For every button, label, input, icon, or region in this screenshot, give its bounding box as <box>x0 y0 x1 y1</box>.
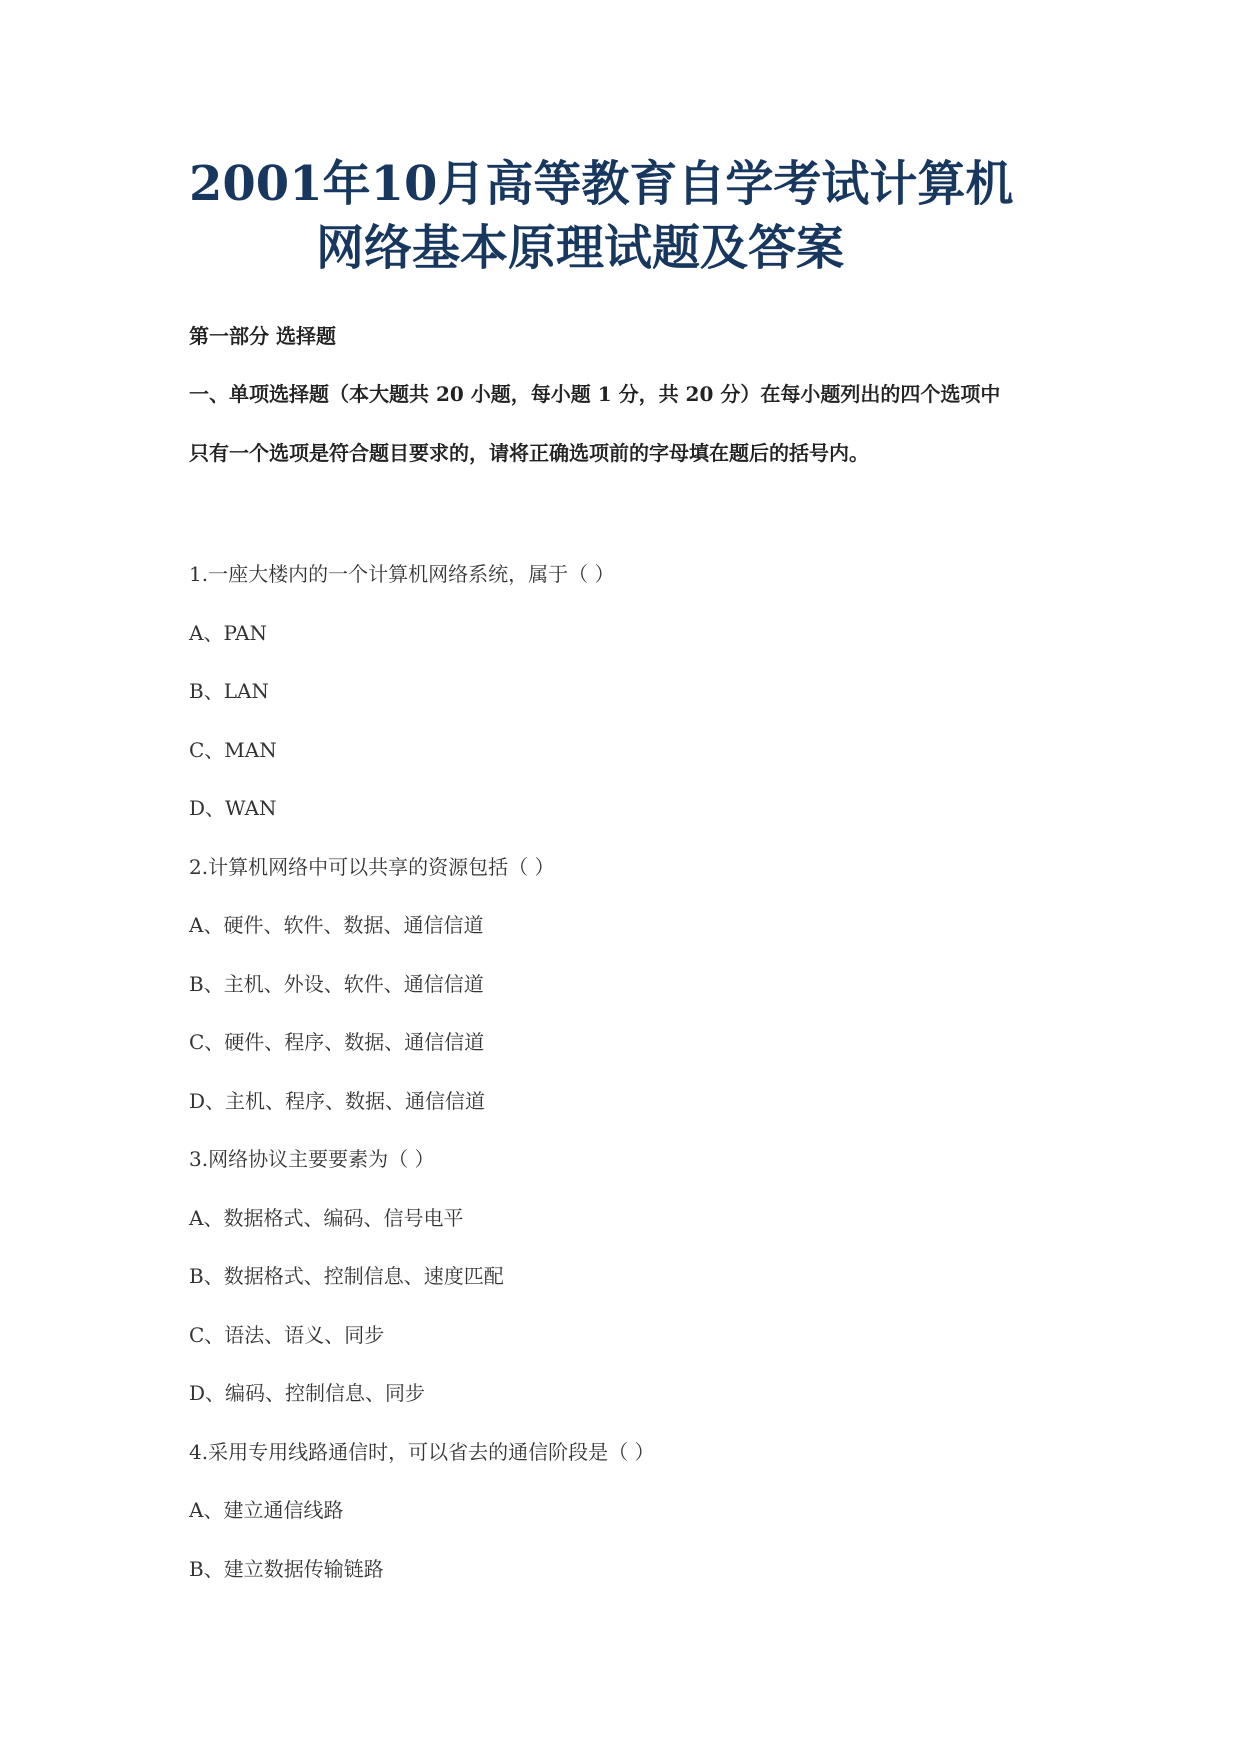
option-b: B、建立数据传输链路 <box>189 1556 384 1581</box>
option-a: A、PAN <box>189 620 268 645</box>
option-b: B、LAN <box>189 679 269 703</box>
question-stem: 1.一座大楼内的一个计算机网络系统，属于（ ） <box>189 562 615 586</box>
option-a: A、硬件、软件、数据、通信信道 <box>189 913 484 937</box>
instructions-line-1: 一、单项选择题（本大题共 20 小题，每小题 1 分，共 20 分）在每小题列出的四个选项中 <box>189 382 1001 406</box>
section-heading: 第一部分 选择题 <box>189 324 336 348</box>
option-c: C、语法、语义、同步 <box>189 1322 385 1347</box>
question-stem: 4.采用专用线路通信时，可以省去的通信阶段是（ ） <box>189 1439 655 1464</box>
option-b: B、数据格式、控制信息、速度匹配 <box>189 1264 504 1288</box>
option-d: D、编码、控制信息、同步 <box>189 1381 426 1405</box>
question-1 <box>189 560 1069 822</box>
option-a: A、数据格式、编码、信号电平 <box>189 1205 464 1230</box>
question-2 <box>189 853 1069 1115</box>
question-stem: 3.网络协议主要要素为（ ） <box>189 1147 435 1171</box>
option-c: C、硬件、程序、数据、通信信道 <box>189 1030 485 1054</box>
question-4 <box>189 1438 1069 1583</box>
document-title-line-2: 网络基本原理试题及答案 <box>316 220 845 276</box>
question-list <box>189 560 1069 1613</box>
instructions <box>189 380 1069 467</box>
option-b: B、主机、外设、软件、通信信道 <box>189 971 484 996</box>
question-3 <box>189 1145 1069 1407</box>
instructions-line-2: 只有一个选项是符合题目要求的，请将正确选项前的字母填在题后的括号内。 <box>189 441 869 465</box>
option-a: A、建立通信线路 <box>189 1498 344 1522</box>
option-d: D、WAN <box>189 796 277 820</box>
option-d: D、主机、程序、数据、通信信道 <box>189 1088 486 1113</box>
question-stem: 2.计算机网络中可以共享的资源包括（ ） <box>189 854 555 879</box>
document-title-line-1: 2001年10月高等教育自学考试计算机 <box>189 156 1014 212</box>
option-c: C、MAN <box>189 737 277 762</box>
